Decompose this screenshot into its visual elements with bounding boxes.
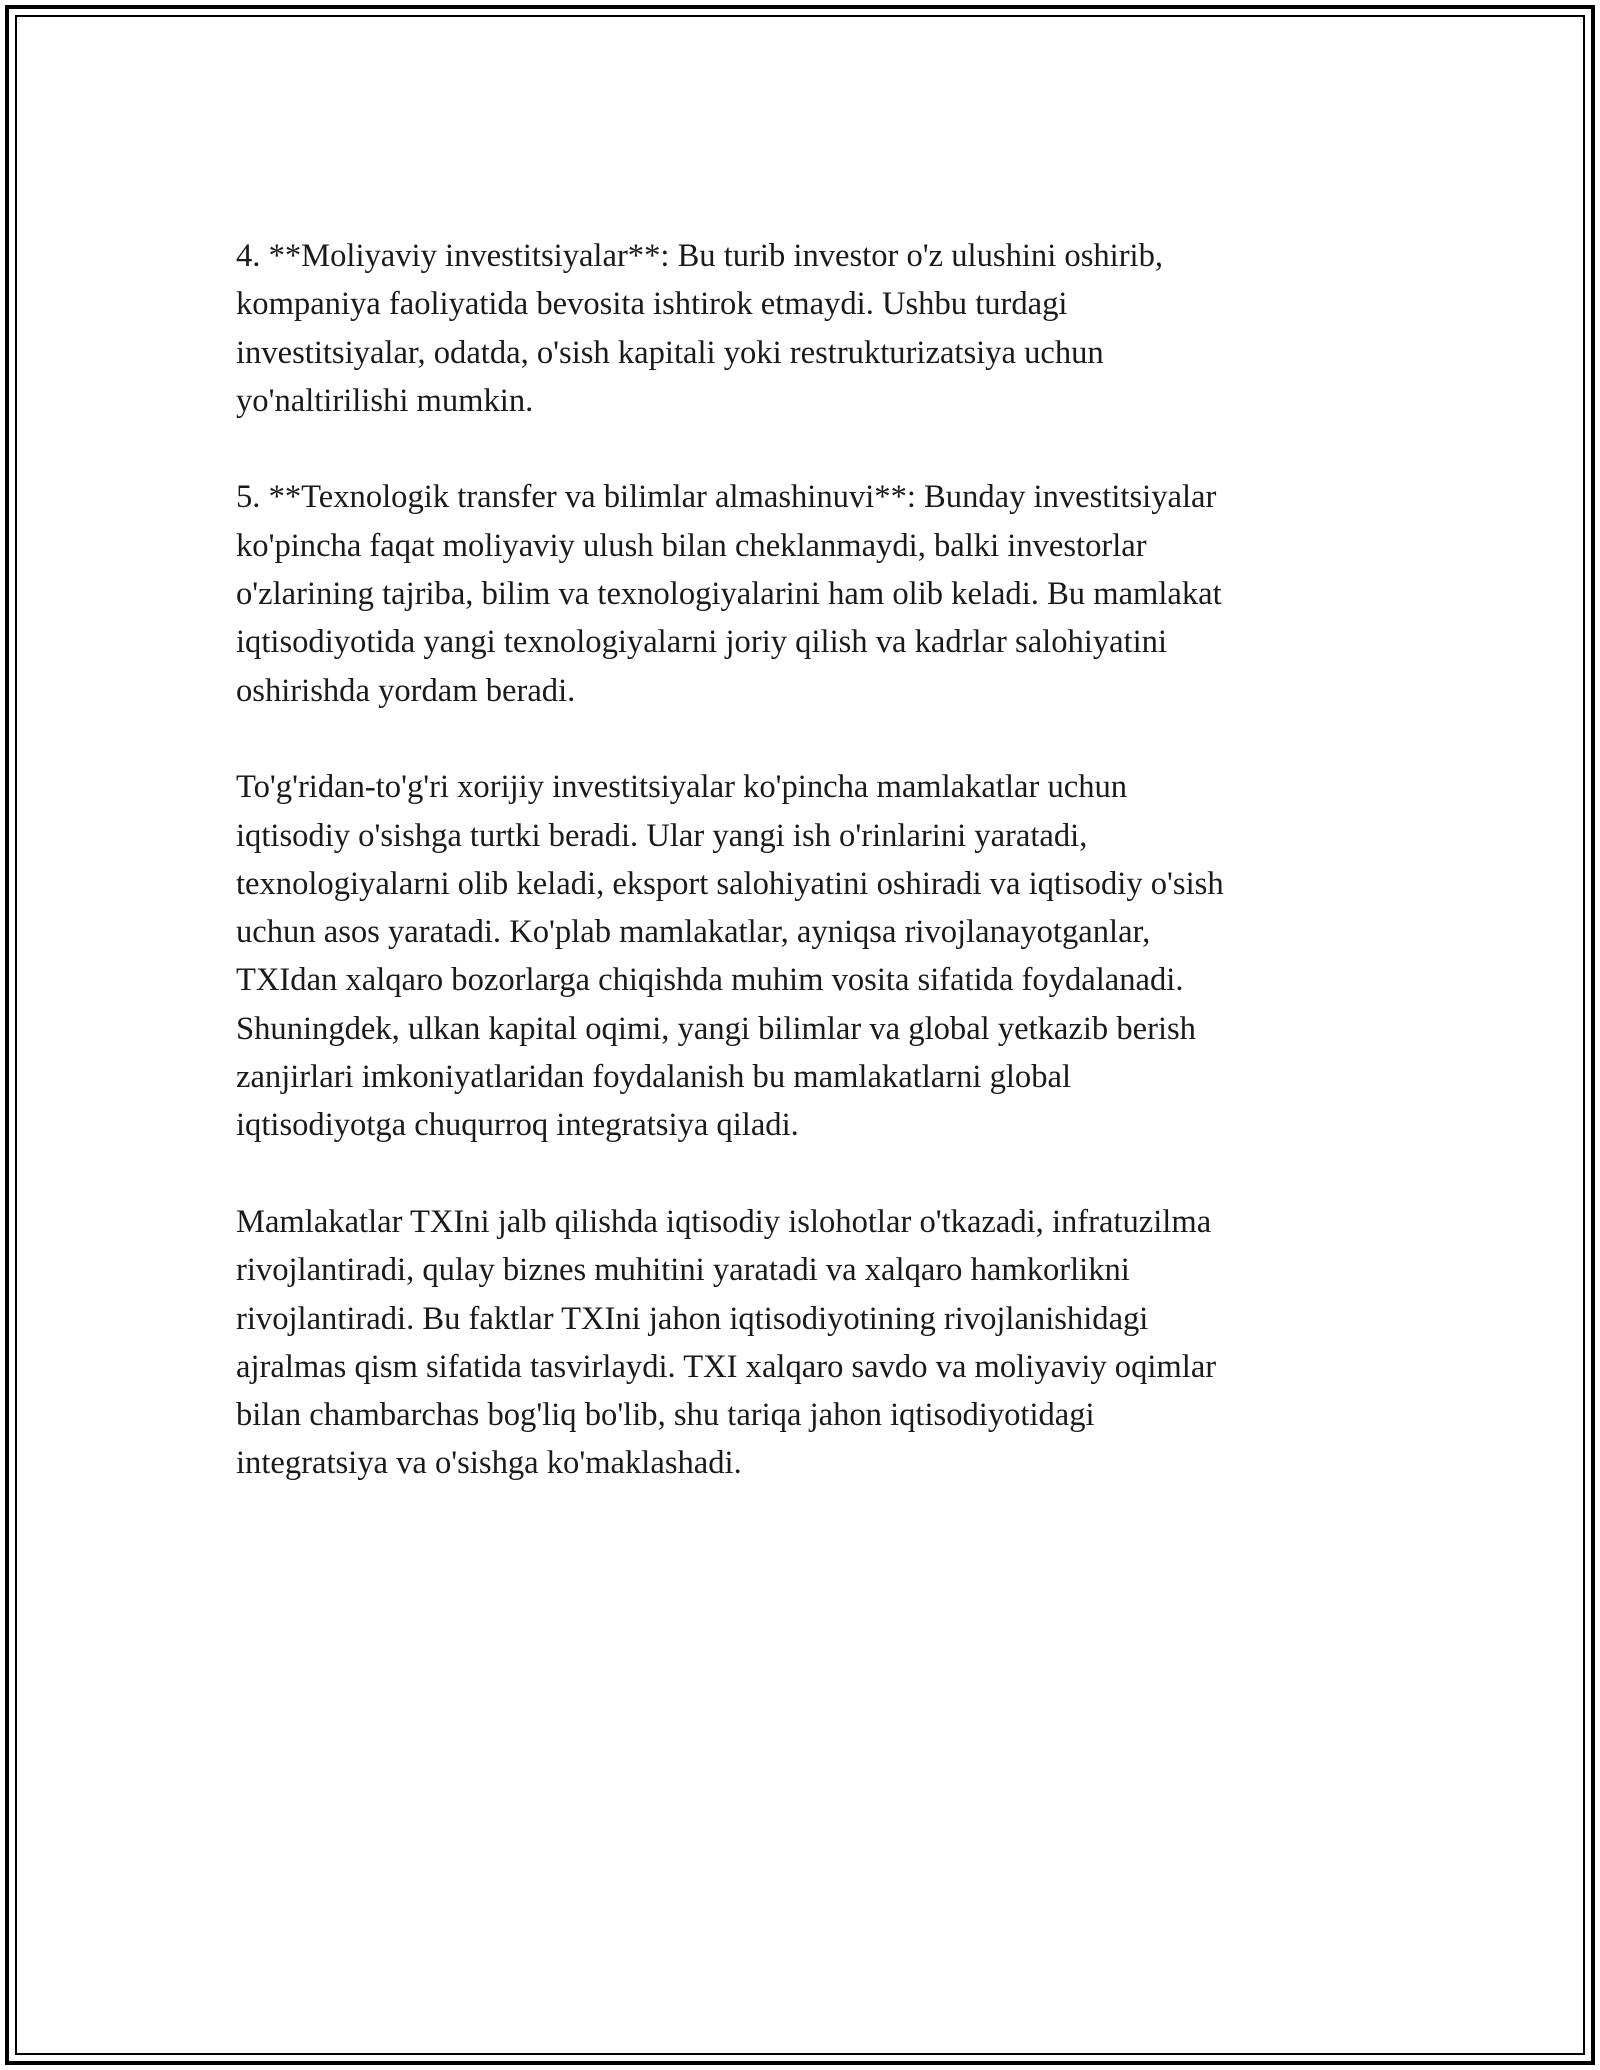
- paragraph-fdi-growth: [236, 763, 1356, 1149]
- text-line: Shuningdek, ulkan kapital oqimi, yangi bilimlar va global yetkazib berish: [236, 1010, 1196, 1047]
- text-line: uchun asos yaratadi. Ko'plab mamlakatlar, ayniqsa rivojlanayotganlar,: [236, 914, 1151, 951]
- text-line: bilan chambarchas bog'liq bo'lib, shu tariqa jahon iqtisodiyotidagi: [236, 1397, 1095, 1434]
- text-line: iqtisodiy o'sishga turtki beradi. Ular yangi ish o'rinlarini yaratadi,: [236, 817, 1088, 854]
- paragraph-technology-transfer: [236, 473, 1356, 714]
- text-line: zanjirlari imkoniyatlaridan foydalanish bu mamlakatlarni global: [236, 1059, 1072, 1096]
- text-line: rivojlantiradi, qulay biznes muhitini yaratadi va xalqaro hamkorlikni: [236, 1252, 1130, 1289]
- text-line: texnologiyalarni olib keladi, eksport salohiyatini oshiradi va iqtisodiy o'sish: [236, 865, 1224, 902]
- document-body: [236, 232, 1356, 1536]
- paragraph-fdi-attraction: [236, 1198, 1356, 1488]
- text-line: To'g'ridan-to'g'ri xorijiy investitsiyalar ko'pincha mamlakatlar uchun: [236, 769, 1128, 806]
- text-line: iqtisodiyotida yangi texnologiyalarni joriy qilish va kadrlar salohiyatini: [236, 624, 1168, 661]
- text-line: ajralmas qism sifatida tasvirlaydi. TXI xalqaro savdo va moliyaviy oqimlar: [236, 1348, 1217, 1385]
- text-line: iqtisodiyotga chuqurroq integratsiya qiladi.: [236, 1107, 799, 1144]
- text-line: ko'pincha faqat moliyaviy ulush bilan cheklanmaydi, balki investorlar: [236, 527, 1147, 564]
- text-line: investitsiyalar, odatda, o'sish kapitali yoki restrukturizatsiya uchun: [236, 334, 1104, 371]
- text-line: kompaniya faoliyatida bevosita ishtirok etmaydi. Ushbu turdagi: [236, 286, 1068, 323]
- text-line: o'zlarining tajriba, bilim va texnologiyalarini ham olib keladi. Bu mamlakat: [236, 576, 1222, 613]
- text-line: rivojlantiradi. Bu faktlar TXIni jahon iqtisodiyotining rivojlanishidagi: [236, 1300, 1149, 1337]
- text-line: yo'naltirilishi mumkin.: [236, 382, 534, 419]
- text-line: 4. **Moliyaviy investitsiyalar**: Bu turib investor o'z ulushini oshirib,: [236, 238, 1164, 274]
- text-line: TXIdan xalqaro bozorlarga chiqishda muhim vosita sifatida foydalanadi.: [236, 962, 1184, 999]
- text-line: oshirishda yordam beradi.: [236, 672, 576, 709]
- text-line: 5. **Texnologik transfer va bilimlar almashinuvi**: Bunday investitsiyalar: [236, 479, 1217, 516]
- text-line: Mamlakatlar TXIni jalb qilishda iqtisodiy islohotlar o'tkazadi, infratuzilma: [236, 1203, 1212, 1240]
- text-line: integratsiya va o'sishga ko'maklashadi.: [236, 1445, 742, 1482]
- paragraph-financial-investments: [236, 232, 1356, 425]
